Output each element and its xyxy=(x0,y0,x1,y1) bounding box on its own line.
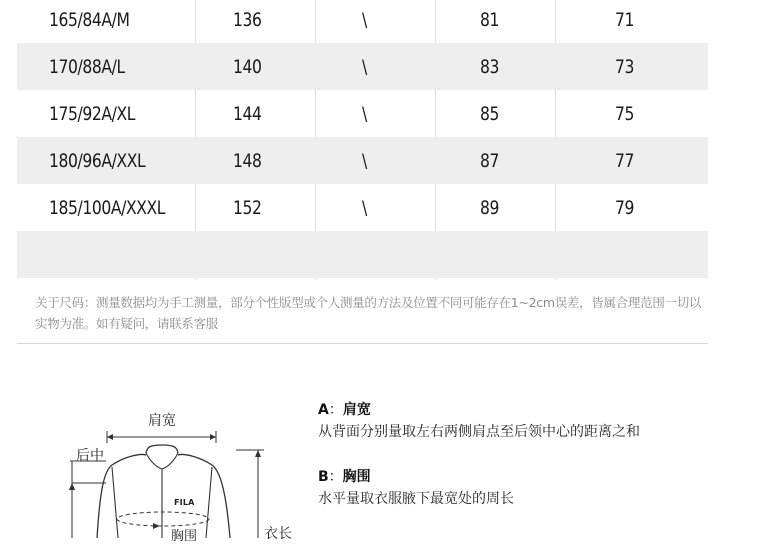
size-table xyxy=(17,0,708,278)
value-cell: 136 xyxy=(233,8,262,31)
size-cell xyxy=(23,231,169,278)
value-cell: \ xyxy=(362,55,367,78)
value-cell: \ xyxy=(362,149,367,172)
value-cell: 144 xyxy=(233,102,262,125)
size-cell: 175/92A/XL xyxy=(49,102,135,125)
value-cell xyxy=(315,231,435,278)
value-cell xyxy=(555,231,708,278)
value-cell: 85 xyxy=(480,102,500,125)
table-row xyxy=(17,90,708,137)
size-note: 关于尺码：测量数据均为手工测量，部分个性版型或个人测量的方法及位置不同可能存在1~2cm误差，皆属合理范围一切以实物为准。如有疑问，请联系客服 xyxy=(35,295,702,331)
definition-b xyxy=(318,467,738,510)
value-cell: 83 xyxy=(480,55,500,78)
value-cell: 152 xyxy=(233,196,262,219)
fila-logo: FILA xyxy=(174,498,195,507)
table-row xyxy=(17,184,708,231)
size-cell: 185/100A/XXXL xyxy=(49,196,166,219)
size-cell: 180/96A/XXL xyxy=(49,149,146,172)
value-cell: \ xyxy=(362,102,367,125)
value-cell: 87 xyxy=(480,149,500,172)
value-cell: 81 xyxy=(480,8,500,31)
table-row xyxy=(17,43,708,90)
label-chest: 胸围 xyxy=(171,529,198,544)
value-cell: \ xyxy=(362,196,367,219)
value-cell: 148 xyxy=(233,149,262,172)
table-row xyxy=(17,0,708,43)
value-cell: 71 xyxy=(615,8,635,31)
divider xyxy=(17,343,708,344)
value-cell: 75 xyxy=(615,102,635,125)
value-cell: 140 xyxy=(233,55,262,78)
measurement-diagram xyxy=(0,395,320,544)
measurement-definitions xyxy=(318,400,738,534)
value-cell: \ xyxy=(362,8,367,31)
value-cell: 89 xyxy=(480,196,500,219)
label-shoulder: 肩宽 xyxy=(148,413,176,429)
value-cell: 79 xyxy=(615,196,635,219)
size-cell: 165/84A/M xyxy=(49,8,130,31)
definition-text: 从背面分别量取左右两侧肩点至后领中心的距离之和 xyxy=(318,424,640,440)
value-cell: 73 xyxy=(615,55,635,78)
label-length: 衣长 xyxy=(264,526,292,542)
value-cell xyxy=(195,231,315,278)
value-cell: 77 xyxy=(615,149,635,172)
table-row xyxy=(17,137,708,184)
definition-a xyxy=(318,400,738,443)
definition-title: A：肩宽 xyxy=(318,402,371,418)
size-cell: 170/88A/L xyxy=(49,55,125,78)
definition-title: B：胸围 xyxy=(318,469,371,485)
label-back-center: 后中 xyxy=(76,448,104,464)
definition-text: 水平量取衣服腋下最宽处的周长 xyxy=(318,491,514,507)
table-row-empty xyxy=(17,231,708,278)
value-cell xyxy=(435,231,555,278)
